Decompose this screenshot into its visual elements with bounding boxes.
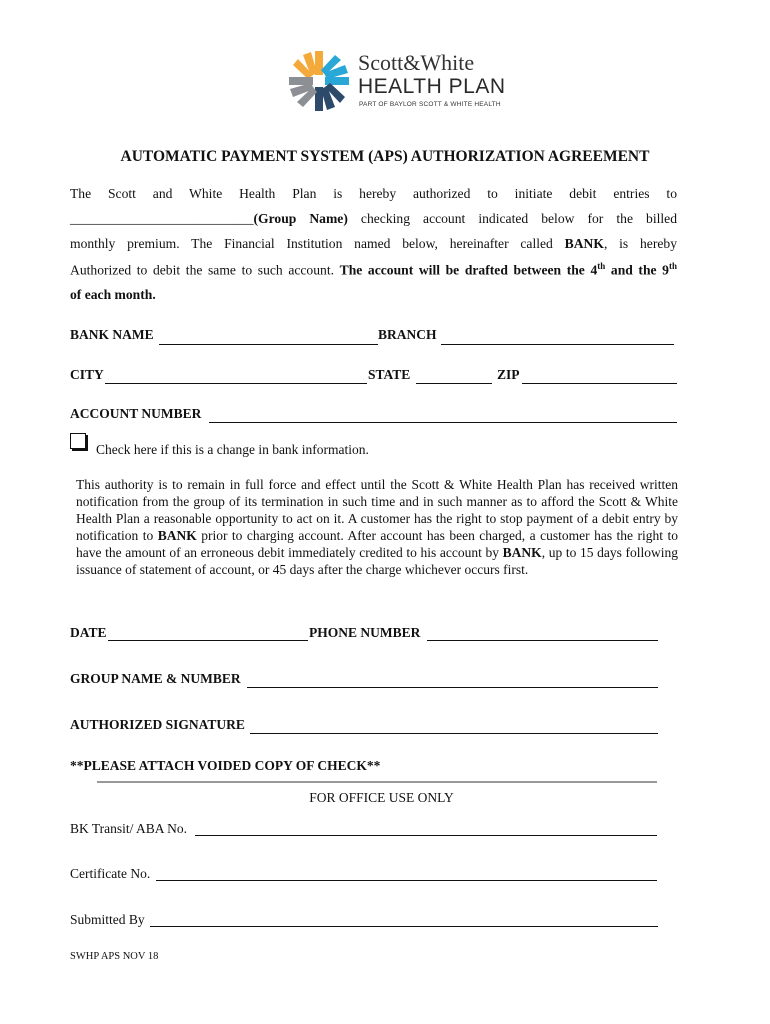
date-label: DATE <box>70 625 107 640</box>
logo-text-tagline: PART OF BAYLOR SCOTT & WHITE HEALTH <box>359 101 501 108</box>
signature-label: AUTHORIZED SIGNATURE <box>70 717 245 732</box>
logo-mark-icon <box>286 48 352 114</box>
date-field[interactable] <box>108 640 308 641</box>
logo <box>286 48 526 114</box>
intro-line-4: Authorized to debit the same to such account. The account will be drafted between the 4th and the 9th <box>70 261 677 278</box>
signature-field[interactable] <box>250 733 658 734</box>
state-label: STATE <box>368 367 411 382</box>
bank-name-label: BANK NAME <box>70 327 154 342</box>
logo-text-plan: HEALTH PLAN <box>358 75 506 98</box>
bk-transit-label: BK Transit/ ABA No. <box>70 821 188 836</box>
account-number-field[interactable] <box>209 422 677 423</box>
zip-label: ZIP <box>497 367 520 382</box>
bank-name-field[interactable] <box>159 344 378 345</box>
phone-label: PHONE NUMBER <box>309 625 421 640</box>
branch-label: BRANCH <box>378 327 437 342</box>
intro-line-2: ___________________________(Group Name) checking account indicated below for the billed <box>70 211 677 226</box>
certificate-field[interactable] <box>156 880 657 881</box>
city-field[interactable] <box>105 383 367 384</box>
bk-transit-field[interactable] <box>195 835 657 836</box>
submitted-by-label: Submitted By <box>70 912 145 927</box>
branch-field[interactable] <box>441 344 674 345</box>
account-number-label: ACCOUNT NUMBER <box>70 406 202 421</box>
logo-text-brand: Scott&White <box>358 50 475 75</box>
phone-field[interactable] <box>427 640 658 641</box>
intro-line-5: of each month. <box>70 287 156 302</box>
intro-line-1: The Scott and White Health Plan is hereby authorized to initiate debit entries to <box>70 186 677 201</box>
zip-field[interactable] <box>522 383 677 384</box>
page-title: AUTOMATIC PAYMENT SYSTEM (APS) AUTHORIZATION AGREEMENT <box>120 148 650 165</box>
submitted-by-field[interactable] <box>150 926 658 927</box>
office-use-heading: FOR OFFICE USE ONLY <box>309 790 454 805</box>
office-divider <box>97 781 657 783</box>
form-code: SWHP APS NOV 18 <box>70 951 159 962</box>
certificate-label: Certificate No. <box>70 866 151 881</box>
intro-line-3: monthly premium. The Financial Institution named below, hereinafter called BANK, is hereby <box>70 236 677 251</box>
state-field[interactable] <box>416 383 492 384</box>
checkbox-label: Check here if this is a change in bank information. <box>96 442 369 457</box>
bank-change-checkbox[interactable] <box>70 433 86 449</box>
attach-check-note: **PLEASE ATTACH VOIDED COPY OF CHECK** <box>70 758 381 773</box>
authority-paragraph: This authority is to remain in full force and effect until the Scott & White Health Plan has received written notification from the group of its termination in such time and in such manner as to afford the Scott & White Health Plan a reasonable opportunity to act on it. A customer has the right to stop payment of a debit entry by notification to BANK prior to charging account. After account has been charged, a customer has the right to have the amount of an erroneous debit immediately credited to his account by BANK, up to 15 days following issuance of statement of account, or 45 days after the charge whichever occurs first. <box>76 477 679 577</box>
group-name-field[interactable] <box>247 687 658 688</box>
group-name-label: GROUP NAME & NUMBER <box>70 671 241 686</box>
city-label: CITY <box>70 367 104 382</box>
